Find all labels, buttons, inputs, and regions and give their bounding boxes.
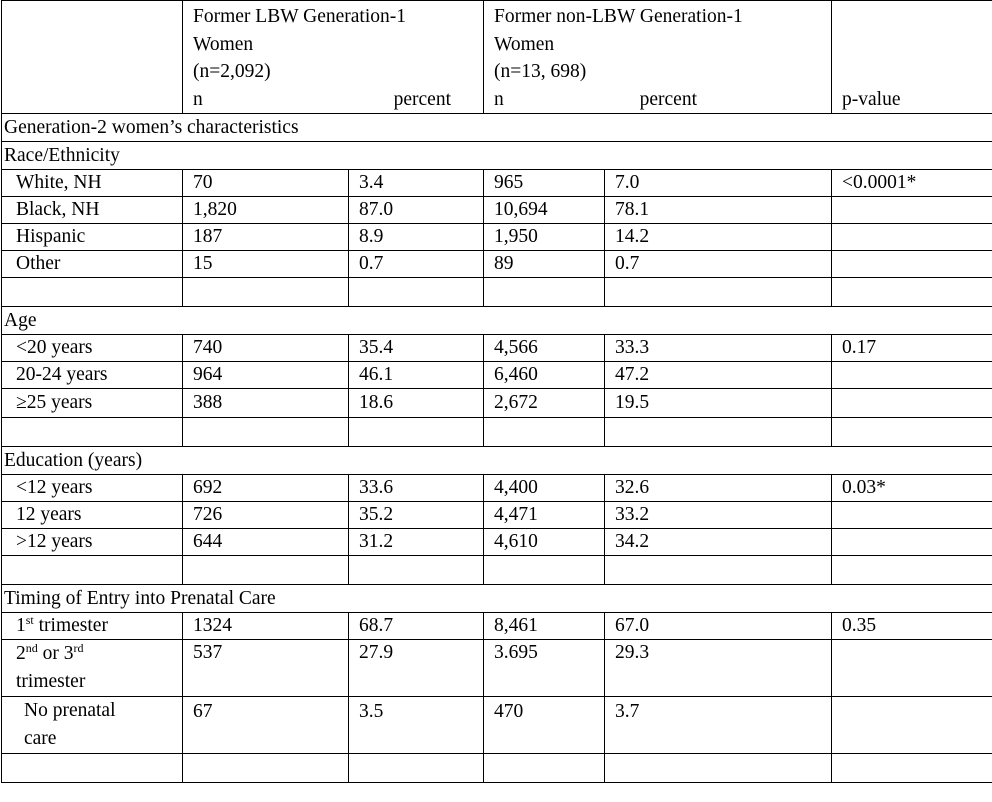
- table-row: [2, 362, 992, 389]
- cell-n1: 70: [183, 170, 349, 197]
- table-row: [2, 197, 992, 224]
- table-row: [2, 335, 992, 362]
- prenatal-title-row: [2, 585, 992, 613]
- cell-pvalue: [832, 502, 992, 529]
- cell-n2: 965: [484, 170, 605, 197]
- header-nonlbw-percent: percent: [639, 88, 697, 110]
- table-row: [2, 251, 992, 278]
- cell-p1: 33.6: [349, 475, 484, 502]
- header-lbw-n: n: [193, 88, 203, 110]
- header-nonlbw-line3: (n=13, 698): [494, 61, 587, 82]
- cell-pvalue: [832, 251, 992, 278]
- cell-pvalue: [832, 389, 992, 418]
- row-label: >12 years: [2, 529, 183, 556]
- cell-n1: 964: [183, 362, 349, 389]
- header-row: [2, 1, 992, 114]
- cell-p2: 47.2: [605, 362, 832, 389]
- age-title-row: [2, 307, 992, 335]
- cell-p1: 3.5: [349, 697, 484, 754]
- table-row: [2, 389, 992, 418]
- row-label: <12 years: [2, 475, 183, 502]
- cell-p2: 29.3: [605, 640, 832, 697]
- cell-pvalue: [832, 529, 992, 556]
- row-label: White, NH: [2, 170, 183, 197]
- table-row: [2, 613, 992, 640]
- cell-p2: 19.5: [605, 389, 832, 418]
- cell-n1: 67: [183, 697, 349, 754]
- table-row: [2, 502, 992, 529]
- cell-pvalue: 0.35: [832, 613, 992, 640]
- cell-pvalue: [832, 197, 992, 224]
- header-nonlbw-n: n: [494, 88, 504, 110]
- cell-n2: 8,461: [484, 613, 605, 640]
- header-blank-cell: [2, 1, 183, 114]
- cell-n1: 537: [183, 640, 349, 697]
- row-label: Other: [2, 251, 183, 278]
- cell-n1: 388: [183, 389, 349, 418]
- header-lbw-line3: (n=2,092): [193, 61, 271, 82]
- section-title: Generation-2 women’s characteristics: [2, 114, 992, 142]
- cell-p2: 0.7: [605, 251, 832, 278]
- row-label: <20 years: [2, 335, 183, 362]
- header-nonlbw-line1: Former non-LBW Generation-1: [494, 6, 743, 27]
- cell-n1: 692: [183, 475, 349, 502]
- race-title: Race/Ethnicity: [2, 142, 992, 170]
- row-label: ≥25 years: [2, 389, 183, 418]
- cell-pvalue: 0.17: [832, 335, 992, 362]
- cell-p2: 33.2: [605, 502, 832, 529]
- cell-n1: 1,820: [183, 197, 349, 224]
- cell-n1: 15: [183, 251, 349, 278]
- cell-p1: 31.2: [349, 529, 484, 556]
- table-row: [2, 475, 992, 502]
- cell-n2: 4,610: [484, 529, 605, 556]
- race-title-row: [2, 142, 992, 170]
- cell-p1: 18.6: [349, 389, 484, 418]
- spacer-row: [2, 556, 992, 585]
- cell-p2: 67.0: [605, 613, 832, 640]
- cell-p2: 34.2: [605, 529, 832, 556]
- cell-n1: 740: [183, 335, 349, 362]
- header-lbw-line2: Women: [193, 33, 254, 55]
- cell-pvalue: [832, 224, 992, 251]
- cell-pvalue: 0.03*: [832, 475, 992, 502]
- cell-p1: 87.0: [349, 197, 484, 224]
- cell-n2: 4,400: [484, 475, 605, 502]
- row-label: 1st trimester: [2, 613, 183, 640]
- prenatal-title: Timing of Entry into Prenatal Care: [2, 585, 992, 613]
- characteristics-table: [1, 0, 992, 783]
- header-pvalue: p-value: [832, 1, 992, 114]
- cell-p1: 27.9: [349, 640, 484, 697]
- header-lbw-line1: Former LBW Generation-1: [193, 6, 406, 27]
- age-title: Age: [2, 307, 992, 335]
- row-label: 20-24 years: [2, 362, 183, 389]
- cell-n2: 4,566: [484, 335, 605, 362]
- cell-n2: 3.695: [484, 640, 605, 697]
- table-row: [2, 529, 992, 556]
- cell-n2: 10,694: [484, 197, 605, 224]
- cell-p1: 35.4: [349, 335, 484, 362]
- cell-n2: 6,460: [484, 362, 605, 389]
- education-title-row: [2, 447, 992, 475]
- cell-n2: 4,471: [484, 502, 605, 529]
- header-nonlbw-group: [484, 1, 832, 114]
- row-label: Hispanic: [2, 224, 183, 251]
- cell-n1: 187: [183, 224, 349, 251]
- cell-n2: 89: [484, 251, 605, 278]
- cell-n1: 726: [183, 502, 349, 529]
- cell-p2: 7.0: [605, 170, 832, 197]
- education-title: Education (years): [2, 447, 992, 475]
- cell-n2: 2,672: [484, 389, 605, 418]
- spacer-row: [2, 278, 992, 307]
- cell-p1: 0.7: [349, 251, 484, 278]
- table-row: [2, 640, 992, 697]
- cell-p1: 46.1: [349, 362, 484, 389]
- cell-p1: 35.2: [349, 502, 484, 529]
- spacer-row: [2, 754, 992, 783]
- table-row: [2, 697, 992, 754]
- table-row: [2, 224, 992, 251]
- cell-p2: 14.2: [605, 224, 832, 251]
- cell-pvalue: <0.0001*: [832, 170, 992, 197]
- spacer-row: [2, 418, 992, 447]
- header-nonlbw-line2: Women: [494, 33, 555, 55]
- cell-p2: 3.7: [605, 697, 832, 754]
- cell-p1: 8.9: [349, 224, 484, 251]
- cell-n2: 1,950: [484, 224, 605, 251]
- cell-p2: 33.3: [605, 335, 832, 362]
- cell-pvalue: [832, 640, 992, 697]
- cell-n2: 470: [484, 697, 605, 754]
- section-title-row: [2, 114, 992, 142]
- cell-pvalue: [832, 362, 992, 389]
- cell-p2: 78.1: [605, 197, 832, 224]
- header-lbw-percent: percent: [393, 88, 451, 110]
- cell-n1: 644: [183, 529, 349, 556]
- table-row: [2, 170, 992, 197]
- row-label: 2nd or 3rd trimester: [2, 640, 183, 697]
- row-label: Black, NH: [2, 197, 183, 224]
- cell-pvalue: [832, 697, 992, 754]
- cell-p1: 3.4: [349, 170, 484, 197]
- cell-p2: 32.6: [605, 475, 832, 502]
- header-lbw-group: [183, 1, 484, 114]
- row-label: 12 years: [2, 502, 183, 529]
- cell-n1: 1324: [183, 613, 349, 640]
- cell-p1: 68.7: [349, 613, 484, 640]
- row-label: No prenatal care: [2, 697, 183, 754]
